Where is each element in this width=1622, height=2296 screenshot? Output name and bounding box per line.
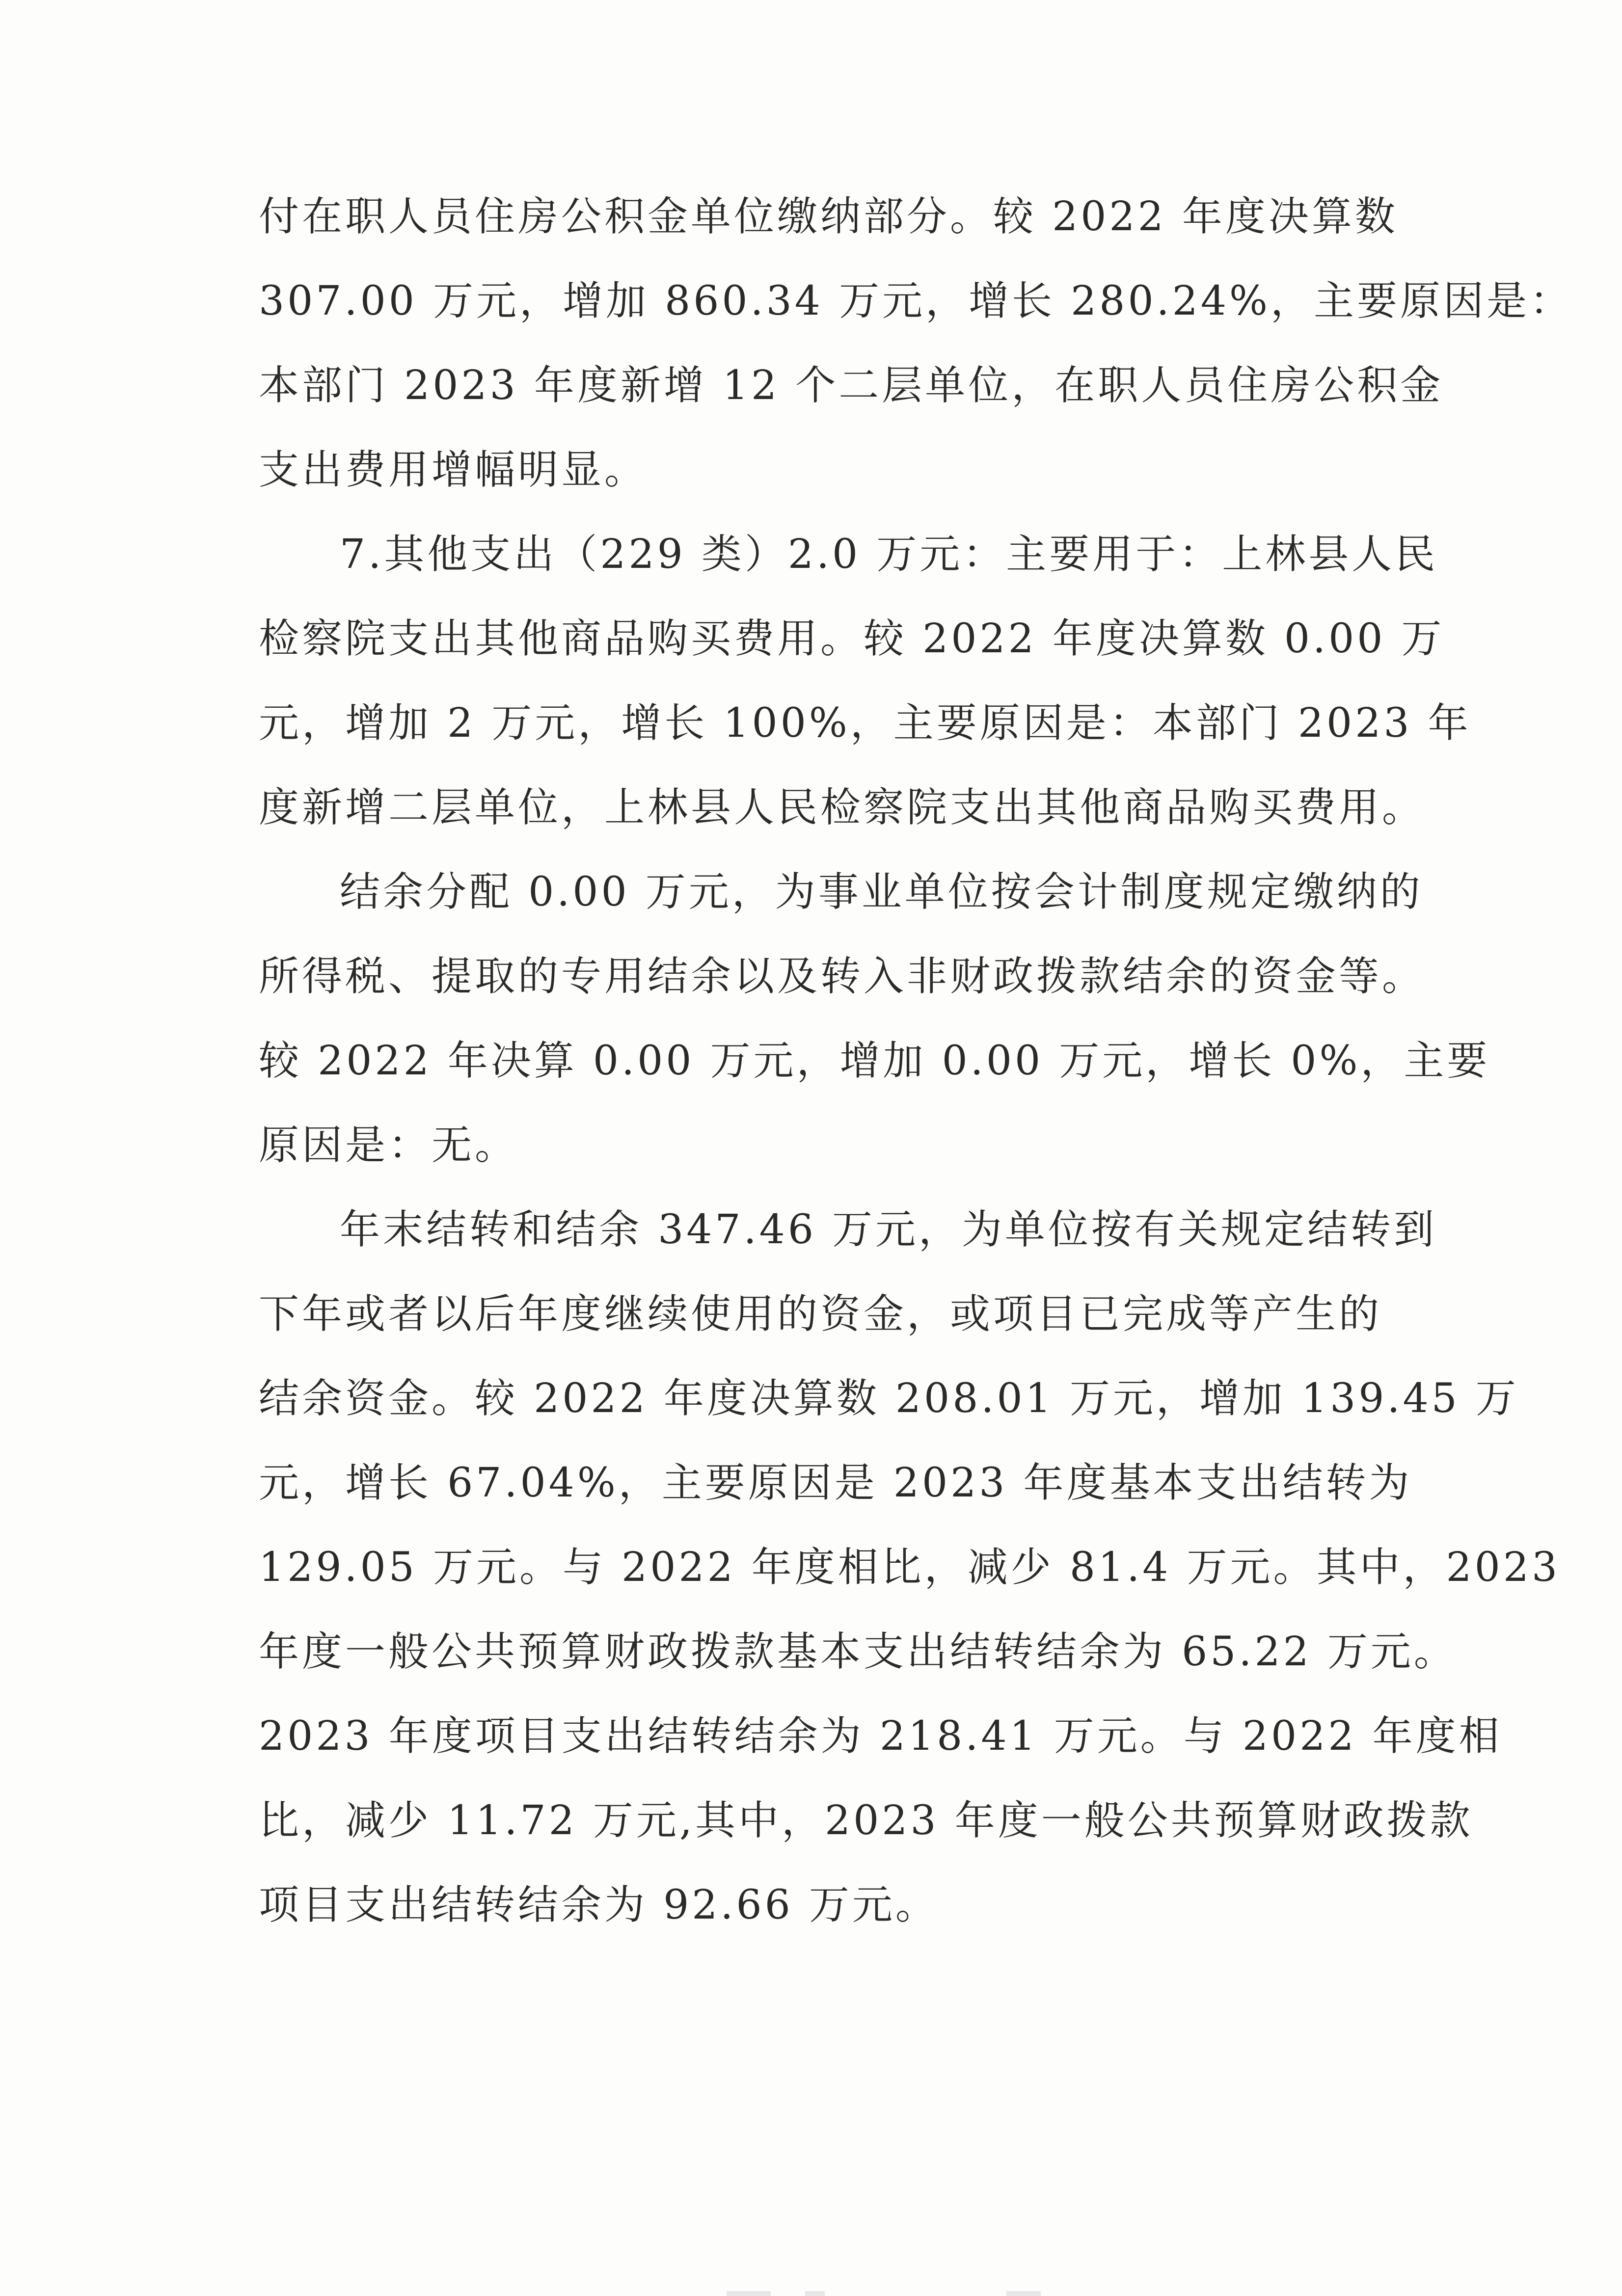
text-line: 度新增二层单位，上林县人民检察院支出其他商品购买费用。 (259, 784, 1426, 831)
text-line: 年度一般公共预算财政拨款基本支出结转结余为 65.22 万元。 (259, 1629, 1457, 1675)
paragraph-start-line: 7.其他支出（229 类）2.0 万元：主要用于：上林县人民 (340, 531, 1438, 578)
body-text (259, 175, 1573, 1948)
text-line: 结余资金。较 2022 年度决算数 208.01 万元，增加 139.45 万 (259, 1375, 1519, 1422)
text-line: 支出费用增幅明显。 (259, 447, 648, 493)
text-line: 129.05 万元。与 2022 年度相比，减少 81.4 万元。其中，2023 (259, 1544, 1561, 1591)
text-line: 本部门 2023 年度新增 12 个二层单位，在职人员住房公积金 (259, 362, 1444, 409)
scan-artifact (805, 2291, 825, 2296)
scan-artifact (727, 2291, 771, 2296)
text-line: 2023 年度项目支出结转结余为 218.41 万元。与 2022 年度相 (259, 1713, 1502, 1760)
scan-artifact (1006, 2291, 1041, 2296)
paragraph-start-line: 年末结转和结余 347.46 万元，为单位按有关规定结转到 (340, 1206, 1437, 1253)
text-line: 元，增长 67.04%，主要原因是 2023 年度基本支出结转为 (259, 1460, 1412, 1506)
text-line: 原因是：无。 (259, 1122, 518, 1169)
text-line: 所得税、提取的专用结余以及转入非财政拨款结余的资金等。 (259, 953, 1426, 1000)
text-line: 付在职人员住房公积金单位缴纳部分。较 2022 年度决算数 (259, 193, 1398, 240)
text-line: 元，增加 2 万元，增长 100%，主要原因是：本部门 2023 年 (259, 700, 1471, 747)
paragraph-start-line: 结余分配 0.00 万元，为事业单位按会计制度规定缴纳的 (340, 869, 1423, 915)
text-line: 较 2022 年决算 0.00 万元，增加 0.00 万元，增长 0%，主要 (259, 1038, 1490, 1084)
text-line: 检察院支出其他商品购买费用。较 2022 年度决算数 0.00 万 (259, 615, 1445, 662)
text-line: 307.00 万元，增加 860.34 万元，增长 280.24%，主要原因是： (259, 278, 1573, 324)
text-line: 项目支出结转结余为 92.66 万元。 (259, 1882, 939, 1928)
text-line: 下年或者以后年度继续使用的资金，或项目已完成等产生的 (259, 1291, 1382, 1337)
text-line: 比，减少 11.72 万元,其中，2023 年度一般公共预算财政拨款 (259, 1797, 1473, 1844)
